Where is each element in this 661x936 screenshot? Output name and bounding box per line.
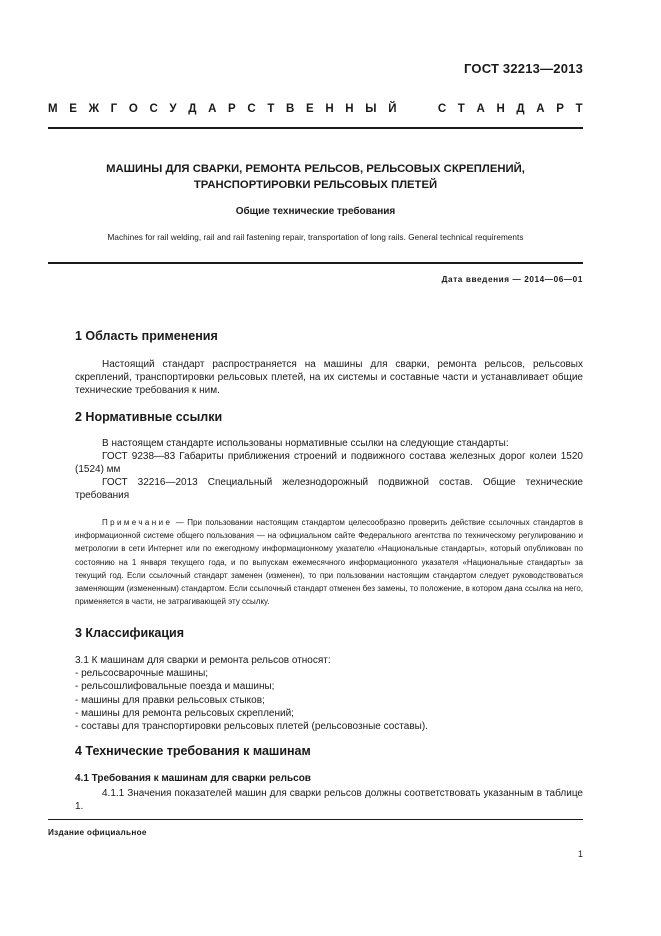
interstate-letter: Т (575, 103, 583, 115)
list-item: - рельсосварочные машины; (75, 668, 209, 680)
reference-gost-9238: ГОСТ 9238—83 Габариты приближения строений и подвижного состава железных дорог колеи 1520 (1524) мм (75, 451, 583, 475)
section-2-heading: 2 Нормативные ссылки (75, 410, 223, 424)
interstate-letter: С (437, 103, 447, 115)
interstate-letter: Е (69, 103, 77, 115)
classification-list (75, 667, 583, 733)
title-line-1: МАШИНЫ ДЛЯ СВАРКИ, РЕМОНТА РЕЛЬСОВ, РЕЛЬСОВЫХ СКРЕПЛЕНИЙ, (106, 163, 525, 175)
classification-intro: 3.1 К машинам для сварки и ремонта рельсов относят: (75, 655, 331, 666)
interstate-letter: Т (457, 103, 465, 115)
interstate-letter: Р (228, 103, 236, 115)
interstate-letter: В (286, 103, 295, 115)
section-2-references (75, 437, 583, 502)
interstate-letter: М (48, 103, 58, 115)
section-3-classification (75, 654, 583, 733)
reference-gost-32216: ГОСТ 32216—2013 Специальный железнодорожный подвижной состав. Общие технические требования (75, 477, 583, 501)
document-subtitle: Общие технические требования (235, 206, 396, 217)
document-title (48, 161, 583, 193)
interstate-letter: Е (306, 103, 314, 115)
interstate-letter: А (476, 103, 485, 115)
interstate-letter: Ы (365, 103, 377, 115)
section-1-heading: 1 Область применения (75, 329, 218, 343)
section-3-heading: 3 Классификация (75, 626, 185, 640)
section-4-heading: 4 Технические требования к машинам (75, 744, 311, 758)
interstate-letter: Н (345, 103, 354, 115)
interstate-letter: Н (325, 103, 334, 115)
title-line-2: ТРАНСПОРТИРОВКИ РЕЛЬСОВЫХ ПЛЕТЕЙ (193, 179, 438, 191)
interstate-letter: Т (267, 103, 275, 115)
section-4-1-1-text: 4.1.1 Значения показателей машин для сварки рельсов должны соответствовать указанным в таблице 1. (75, 788, 583, 812)
footer-rule (48, 819, 583, 820)
interstate-letter (408, 103, 411, 115)
note-label: Примечание (102, 518, 173, 527)
list-item: - составы для транспортировки рельсовых плетей (рельсовозные составы). (75, 721, 428, 733)
interstate-letter: Д (516, 103, 525, 115)
interstate-letter: С (247, 103, 256, 115)
heading-rule (48, 127, 583, 129)
interstate-letter: А (536, 103, 545, 115)
interstate-letter: Д (188, 103, 197, 115)
introduction-date: Дата введения — 2014—06—01 (441, 275, 583, 284)
section-2-note (75, 516, 583, 608)
interstate-letter: Й (388, 103, 397, 115)
interstate-letter: Г (110, 103, 118, 115)
section-1-text: Настоящий стандарт распространяется на машины для сварки, ремонта рельсов, рельсовых скреплений, транспортировки рельсовых плетей, на их системы и составные части и устанавливает общие технические требования к ним. (75, 359, 583, 396)
interstate-letter: Ж (88, 103, 99, 115)
references-intro: В настоящем стандарте использованы нормативные ссылки на следующие стандарты: (102, 438, 509, 449)
page-number: 1 (577, 849, 583, 859)
list-item: - рельсошлифовальные поезда и машины; (75, 681, 275, 693)
list-item: - машины для ремонта рельсовых скреплений; (75, 707, 294, 719)
interstate-letter (423, 103, 426, 115)
interstate-letter: У (169, 103, 177, 115)
english-title: Machines for rail welding, rail and rail fastening repair, transportation of long rails. General technical requirements (107, 233, 524, 242)
official-edition-label: Издание официальное (48, 828, 147, 837)
list-item: - машины для правки рельсовых стыков; (75, 694, 265, 706)
interstate-letter: Н (496, 103, 505, 115)
interstate-letter: С (149, 103, 158, 115)
section-4-1-heading: 4.1 Требования к машинам для сварки рельсов (75, 773, 311, 784)
document-code: ГОСТ 32213—2013 (464, 61, 583, 76)
interstate-letter: А (208, 103, 217, 115)
note-text: — При пользовании настоящим стандартом целесообразно проверить действие ссылочных стандартов в информационной системе общего пользования — на официальном сайте Федерального агентства по техническому регулированию и метрологии в сети Интернет или по ежегодному информационному указателю «Национальные стандарты», который опубликован по состоянию на 1 января текущего года, и по выпускам ежемесячного информационного указателя «Национальные стандарты» за текущий год. Если ссылочный стандарт заменен (изменен), то при пользовании настоящим стандартом следует руководствоваться заменяющим (измененным) стандартом. Если ссылочный стандарт отменен без замены, то положение, в котором дана ссылка на него, применяется в части, не затрагивающей эту ссылку. (75, 518, 583, 607)
interstate-standard-heading (48, 103, 583, 115)
interstate-letter: Р (556, 103, 564, 115)
interstate-letter: О (128, 103, 138, 115)
title-rule (48, 262, 583, 264)
